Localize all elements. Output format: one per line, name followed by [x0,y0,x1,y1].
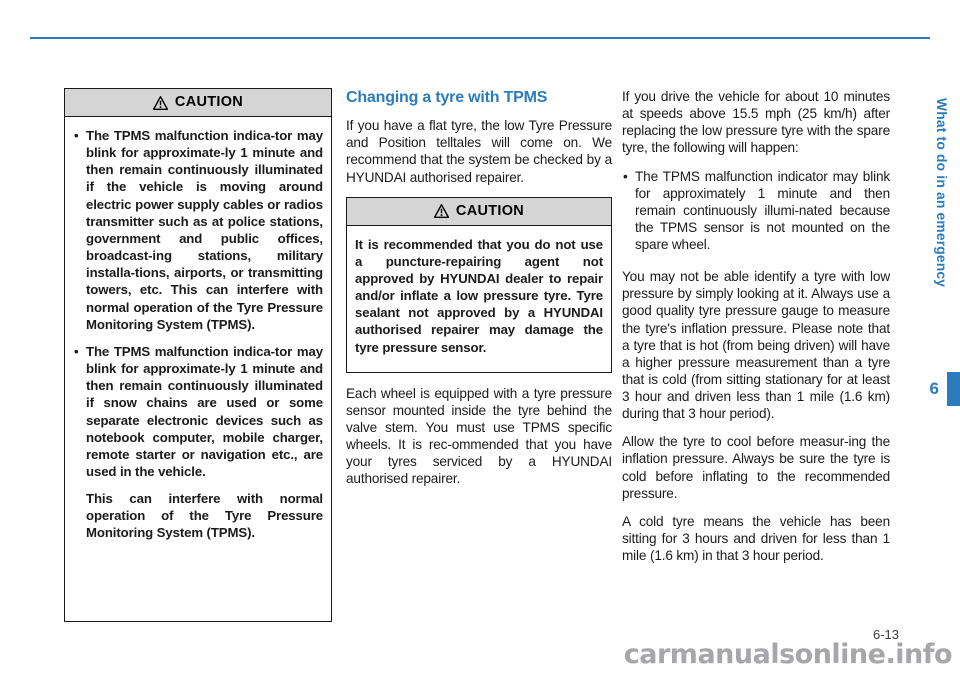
caution-body [347,226,611,366]
caution-text: It is recommended that you do not use a puncture-repairing agent not approved by HYUNDAI dealer to repair and/or inflate a low pressure tyre. Tyre sealant not approved by a HYUNDAI authorised repairer may damage the tyre pressure sensor. [355,236,603,355]
caution-bullet-item: • The TPMS malfunction indica-tor may blink for approximate-ly 1 minute and then remain continuously illuminated if snow chains are used or some separate electronic devices such as notebook computer, mobile charger, remote starter or navigation etc., are used in the vehicle. [73,343,323,480]
paragraph: If you have a flat tyre, the low Tyre Pressure and Position telltales will come on. We recommend that the system be checked by a HYUNDAI authorised repairer. [346,118,612,185]
left-column [64,88,332,622]
paragraph: If you drive the vehicle for about 10 minutes at speeds above 15.5 mph (25 km/h) after replacing the low pressure tyre with the spare tyre, the following will happen: [622,89,890,156]
caution-header [65,89,331,117]
warning-triangle-icon [434,204,449,218]
caution-bullet-list [73,127,323,480]
caution-note: This can interfere with normal operation of the Tyre Pressure Monitoring System (TPMS). [86,491,323,541]
top-divider-rule [30,37,930,39]
caution-body [65,117,331,552]
right-column [622,88,890,575]
paragraph: You may not be able identify a tyre with low pressure by simply looking at it. Always use a good quality tyre pressure gauge to measure the tyre's inflation pressure. Please note that a tyre that is hot (from being driven) will have a higher pressure measurement than a tyre that is cold (from sitting stationary for at least 3 hour and driven less than 1 mile (1.6 km) during that 3 hour period). [622,269,890,422]
warning-triangle-icon [153,96,168,110]
chapter-tab-marker [947,372,960,406]
paragraph: Each wheel is equipped with a tyre pressure sensor mounted inside the tyre behind the valve stem. You must use TPMS specific wheels. It is rec-ommended that you have your tyres serviced by a HYUNDAI authorised repairer. [346,385,612,487]
page-number: 6-13 [873,627,900,642]
caution-box-tpms-interference [64,88,332,622]
paragraph: A cold tyre means the vehicle has been sitting for 3 hours and driven for less than 1 mile (1.6 km) in that 3 hour period. [622,513,890,563]
caution-title: CAUTION [455,203,525,220]
chapter-number: 6 [929,379,939,398]
sidebar-chapter-label: What to do in an emergency [934,98,949,288]
bullet-item: • The TPMS malfunction indicator may blink for approximately 1 minute and then remain continuously illumi-nated because the TPMS sensor is not mounted on the spare wheel. [622,168,890,254]
bullet-list [622,168,890,254]
caution-bullet-item: • The TPMS malfunction indica-tor may blink for approximate-ly 1 minute and then remain continuously illuminated if the vehicle is moving around electric power supply cables or radios transmitter such as at police stations, government and public offices, broadcast-ing stations, military installa-tions, airports, or transmitting towers, etc. This can interfere with normal operation of the Tyre Pressure Monitoring System (TPMS). [73,127,323,333]
caution-box-tyre-sealant [346,197,612,373]
watermark-text: carmanualsonline.info [623,639,952,670]
middle-column [346,88,612,498]
paragraph: Allow the tyre to cool before measur-ing the inflation pressure. Always be sure the tyre is cold before inflating to the recommended pressure. [622,434,890,501]
section-heading: Changing a tyre with TPMS [346,89,548,106]
caution-header [347,198,611,226]
caution-title: CAUTION [174,94,244,111]
